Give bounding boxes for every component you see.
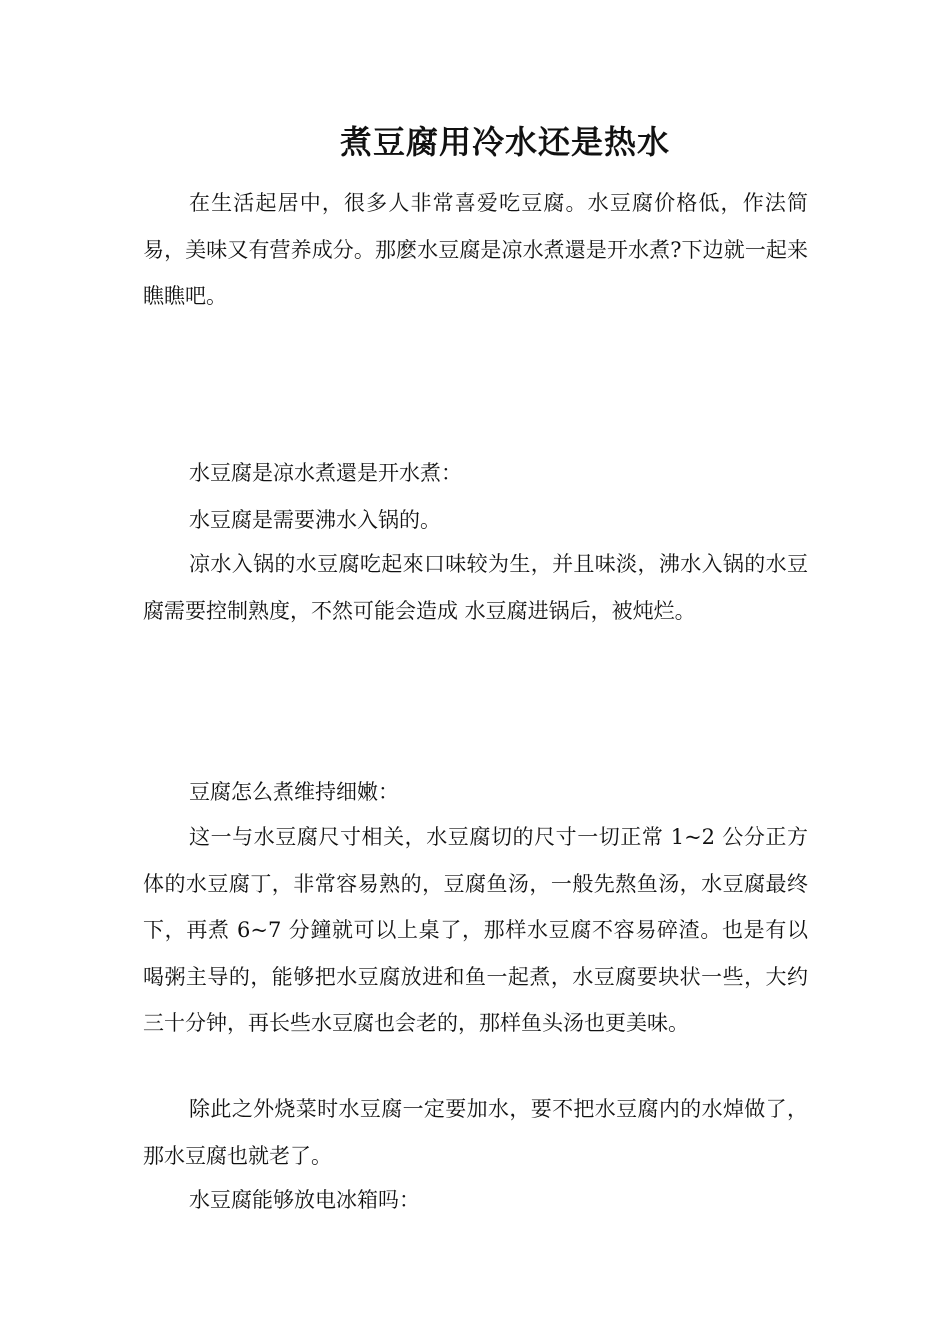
paragraph-boiling-water: 水豆腐是需要沸水入锅的。 <box>189 508 441 532</box>
paragraph-cold-water-effect: 凉水入锅的水豆腐吃起來口味较为生，并且味淡，沸水入锅的水豆腐需要控制熟度，不然可能会造成 水豆腐进锅后，被炖烂。 <box>143 552 808 623</box>
paragraph-add-water: 除此之外烧菜时水豆腐一定要加水，要不把水豆腐内的水焯做了，那水豆腐也就老了。 <box>143 1097 808 1168</box>
paragraph-heading-fridge: 水豆腐能够放电冰箱吗： <box>189 1188 420 1212</box>
paragraph-intro: 在生活起居中，很多人非常喜爱吃豆腐。水豆腐价格低，作法简易，美味又有营养成分。那麽水豆腐是凉水煮還是开水煮?下边就一起来瞧瞧吧。 <box>143 191 808 308</box>
paragraph-size-and-time: 这一与水豆腐尺寸相关，水豆腐切的尺寸一切正常 1~2 公分正方体的水豆腐丁，非常容易熟的，豆腐鱼汤，一般先熬鱼汤，水豆腐最终下，再煮 6~7 分鐘就可以上桌了，那样水豆腐不容易碎渣。也是有以喝粥主导的，能够把水豆腐放进和鱼一起煮，水豆腐要块状一些，大约三十分钟，再长些水豆腐也会老的，那样鱼头汤也更美味。 <box>143 825 808 1035</box>
document-title: 煮豆腐用冷水还是热水 <box>339 123 670 161</box>
paragraph-heading-cold-or-hot: 水豆腐是凉水煮還是开水煮： <box>189 461 462 485</box>
paragraph-heading-keep-tender: 豆腐怎么煮维持细嫩： <box>189 780 399 804</box>
